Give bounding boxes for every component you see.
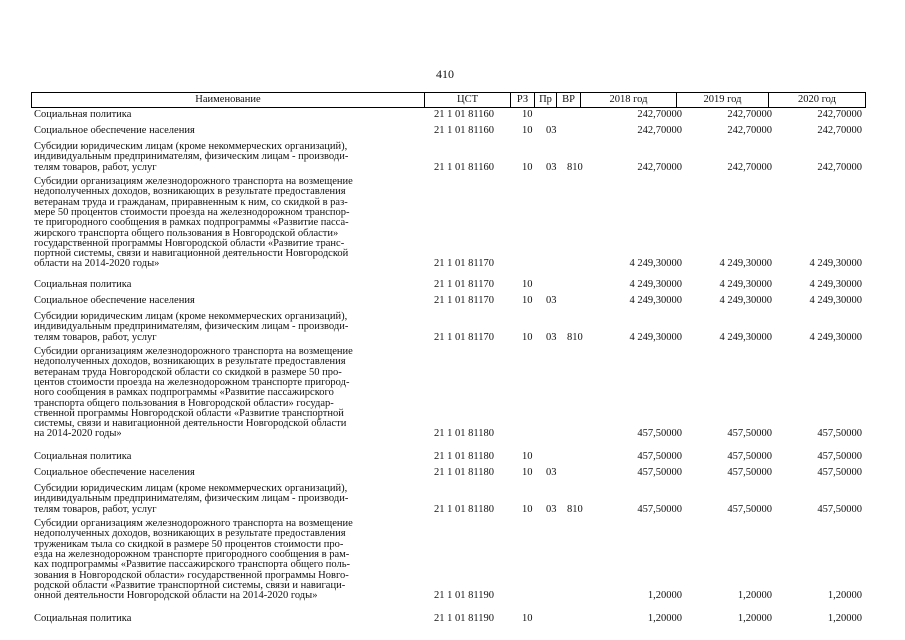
- row-name-line: Субсидии организациям железнодорожного транспорта на возмещение: [34, 518, 353, 529]
- table-header: [31, 92, 866, 108]
- cell-2019: 242,70000: [727, 161, 772, 173]
- row-name-line: ственной программы Новгородской области «Развитие транспортной: [34, 407, 344, 419]
- cell-2020: 4 249,30000: [809, 295, 862, 306]
- cell-2019: 242,70000: [727, 109, 772, 120]
- cell-cst: 21 1 01 81160: [434, 109, 494, 120]
- cell-2019: 4 249,30000: [719, 258, 772, 270]
- cell-2018: 242,70000: [637, 161, 682, 173]
- row-name-line: родской области «Развитие транспортной системы, связи и навигаци-: [34, 579, 346, 591]
- row-name-line: ного сообщения в рамках подпрограммы «Развитие пассажирского: [34, 387, 334, 399]
- row-name-line: недополученных доходов, возникающих в результате предоставления: [34, 528, 346, 540]
- cell-pr: 03: [546, 331, 557, 343]
- row-name-line: области на 2014-2020 годы»: [34, 258, 160, 270]
- header-rz: РЗ: [511, 93, 535, 108]
- row-name-line: недополученных доходов, возникающих в результате предоставления: [34, 186, 346, 198]
- row-name-line: телям товаров, работ, услуг: [34, 503, 157, 515]
- row-name-line: ветеранам труда Новгородской области со скидкой в размере 50 про-: [34, 366, 342, 378]
- row-name-line: индивидуальным предпринимателям, физическим лицам - производи-: [34, 321, 349, 333]
- cell-2018: 4 249,30000: [629, 258, 682, 270]
- header-cst: ЦСТ: [425, 93, 511, 108]
- cell-pr: 03: [546, 125, 557, 136]
- cell-2018: 1,20000: [647, 590, 682, 602]
- cell-2020: 242,70000: [817, 125, 862, 136]
- cell-rz: 10: [522, 109, 533, 120]
- cell-rz: 10: [522, 451, 533, 462]
- row-name-line: транспорта общего пользования в Новгородской области» государ-: [34, 397, 334, 409]
- cell-2020: 1,20000: [827, 590, 862, 602]
- cell-2018: 4 249,30000: [629, 279, 682, 290]
- cell-cst: 21 1 01 81160: [434, 125, 494, 136]
- cell-cst: 21 1 01 81180: [434, 451, 494, 462]
- row-name-line: системы, связи и навигационной деятельности Новгородской области: [34, 418, 347, 430]
- row-name-line: езда на железнодорожном транспорте пригородного сообщения в рам-: [34, 548, 350, 560]
- cell-2018: 1,20000: [647, 613, 682, 624]
- cell-rz: 10: [522, 125, 533, 136]
- page-number: 410: [436, 67, 454, 81]
- row-name-line: Субсидии организациям железнодорожного транспорта на возмещение: [34, 346, 353, 357]
- cell-2018: 457,50000: [637, 451, 682, 462]
- cell-2020: 242,70000: [817, 109, 862, 120]
- cell-rz: 10: [522, 161, 533, 173]
- cell-2020: 4 249,30000: [809, 258, 862, 270]
- cell-2019: 242,70000: [727, 125, 772, 136]
- row-name-line: труженикам тыла со скидкой в размере 50 процентов стоимости про-: [34, 538, 344, 550]
- cell-2019: 457,50000: [727, 467, 772, 478]
- cell-2020: 242,70000: [817, 161, 862, 173]
- cell-cst: 21 1 01 81180: [434, 428, 494, 440]
- cell-cst: 21 1 01 81170: [434, 279, 494, 290]
- cell-cst: 21 1 01 81180: [434, 467, 494, 478]
- cell-pr: 03: [546, 161, 557, 173]
- row-name-line: портной системы, связи и навигационной деятельности Новгородской: [34, 248, 349, 260]
- cell-2019: 457,50000: [727, 503, 772, 515]
- row-name-line: жирского транспорта общего пользования в Новгородской области»: [34, 227, 339, 239]
- cell-rz: 10: [522, 331, 533, 343]
- cell-rz: 10: [522, 503, 533, 515]
- cell-cst: 21 1 01 81170: [434, 295, 494, 306]
- row-name-line: зования в Новгородской области» государственной программы Новго-: [34, 569, 349, 581]
- row-name-line: онной деятельности Новгородской области на 2014-2020 годы»: [34, 590, 318, 602]
- row-name-line: мере 50 процентов стоимости проезда на железнодорожном транспор-: [34, 206, 350, 218]
- row-name-line: Социальная политика: [34, 109, 132, 120]
- header-2019: 2019 год: [677, 93, 769, 108]
- row-name-line: телям товаров, работ, услуг: [34, 161, 157, 173]
- row-name-line: Социальное обеспечение населения: [34, 125, 195, 136]
- cell-2020: 4 249,30000: [809, 331, 862, 343]
- header-name: Наименование: [32, 93, 425, 108]
- cell-cst: 21 1 01 81170: [434, 331, 494, 343]
- cell-cst: 21 1 01 81190: [434, 613, 494, 624]
- row-name-line: Субсидии юридическим лицам (кроме некоммерческих организаций),: [34, 141, 348, 152]
- header-2020: 2020 год: [769, 93, 866, 108]
- row-name-line: ветеранам труда и гражданам, приравненным к ним, со скидкой в раз-: [34, 196, 348, 208]
- cell-2019: 1,20000: [737, 590, 772, 602]
- row-name-line: индивидуальным предпринимателям, физическим лицам - производи-: [34, 151, 349, 163]
- cell-cst: 21 1 01 81190: [434, 590, 494, 602]
- cell-cst: 21 1 01 81160: [434, 161, 494, 173]
- cell-2020: 457,50000: [817, 503, 862, 515]
- cell-vr: 810: [567, 161, 583, 173]
- cell-2019: 457,50000: [727, 428, 772, 440]
- cell-vr: 810: [567, 503, 583, 515]
- row-name-line: Субсидии организациям железнодорожного транспорта на возмещение: [34, 176, 353, 187]
- cell-2020: 457,50000: [817, 451, 862, 462]
- cell-2020: 4 249,30000: [809, 279, 862, 290]
- row-name-line: ках подпрограммы «Развитие пассажирского транспорта общего поль-: [34, 559, 350, 571]
- row-name-line: государственной программы Новгородской области «Развитие транс-: [34, 237, 345, 249]
- row-name-line: Социальное обеспечение населения: [34, 467, 195, 478]
- cell-pr: 03: [546, 503, 557, 515]
- cell-rz: 10: [522, 613, 533, 624]
- row-name-line: Социальное обеспечение населения: [34, 295, 195, 306]
- row-name-line: Социальная политика: [34, 613, 132, 624]
- cell-2018: 4 249,30000: [629, 331, 682, 343]
- row-name-line: недополученных доходов, возникающих в результате предоставления: [34, 356, 346, 368]
- row-name-line: индивидуальным предпринимателям, физическим лицам - производи-: [34, 493, 349, 505]
- cell-rz: 10: [522, 467, 533, 478]
- cell-2020: 457,50000: [817, 428, 862, 440]
- cell-2018: 457,50000: [637, 467, 682, 478]
- row-name-line: центов стоимости проезда на железнодорожном транспорте пригород-: [34, 376, 350, 388]
- header-pr: Пр: [535, 93, 557, 108]
- cell-2019: 4 249,30000: [719, 279, 772, 290]
- cell-2019: 1,20000: [737, 613, 772, 624]
- row-name-line: Субсидии юридическим лицам (кроме некоммерческих организаций),: [34, 311, 348, 322]
- cell-rz: 10: [522, 279, 533, 290]
- cell-cst: 21 1 01 81180: [434, 503, 494, 515]
- cell-2020: 1,20000: [827, 613, 862, 624]
- cell-2019: 4 249,30000: [719, 295, 772, 306]
- row-name-line: Социальная политика: [34, 451, 132, 462]
- row-name-line: Субсидии юридическим лицам (кроме некоммерческих организаций),: [34, 483, 348, 494]
- cell-cst: 21 1 01 81170: [434, 258, 494, 270]
- cell-2020: 457,50000: [817, 467, 862, 478]
- cell-2018: 457,50000: [637, 503, 682, 515]
- cell-pr: 03: [546, 467, 557, 478]
- header-2018: 2018 год: [581, 93, 677, 108]
- cell-2018: 242,70000: [637, 125, 682, 136]
- cell-2018: 242,70000: [637, 109, 682, 120]
- row-name-line: телям товаров, работ, услуг: [34, 331, 157, 343]
- row-name-line: Социальная политика: [34, 279, 132, 290]
- cell-rz: 10: [522, 295, 533, 306]
- cell-2018: 4 249,30000: [629, 295, 682, 306]
- row-name-line: те пригородного сообщения в рамках подпрограммы «Развитие пасса-: [34, 217, 349, 229]
- cell-vr: 810: [567, 331, 583, 343]
- cell-2019: 457,50000: [727, 451, 772, 462]
- cell-2018: 457,50000: [637, 428, 682, 440]
- cell-2019: 4 249,30000: [719, 331, 772, 343]
- cell-pr: 03: [546, 295, 557, 306]
- header-vr: ВР: [557, 93, 581, 108]
- row-name-line: на 2014-2020 годы»: [34, 428, 122, 440]
